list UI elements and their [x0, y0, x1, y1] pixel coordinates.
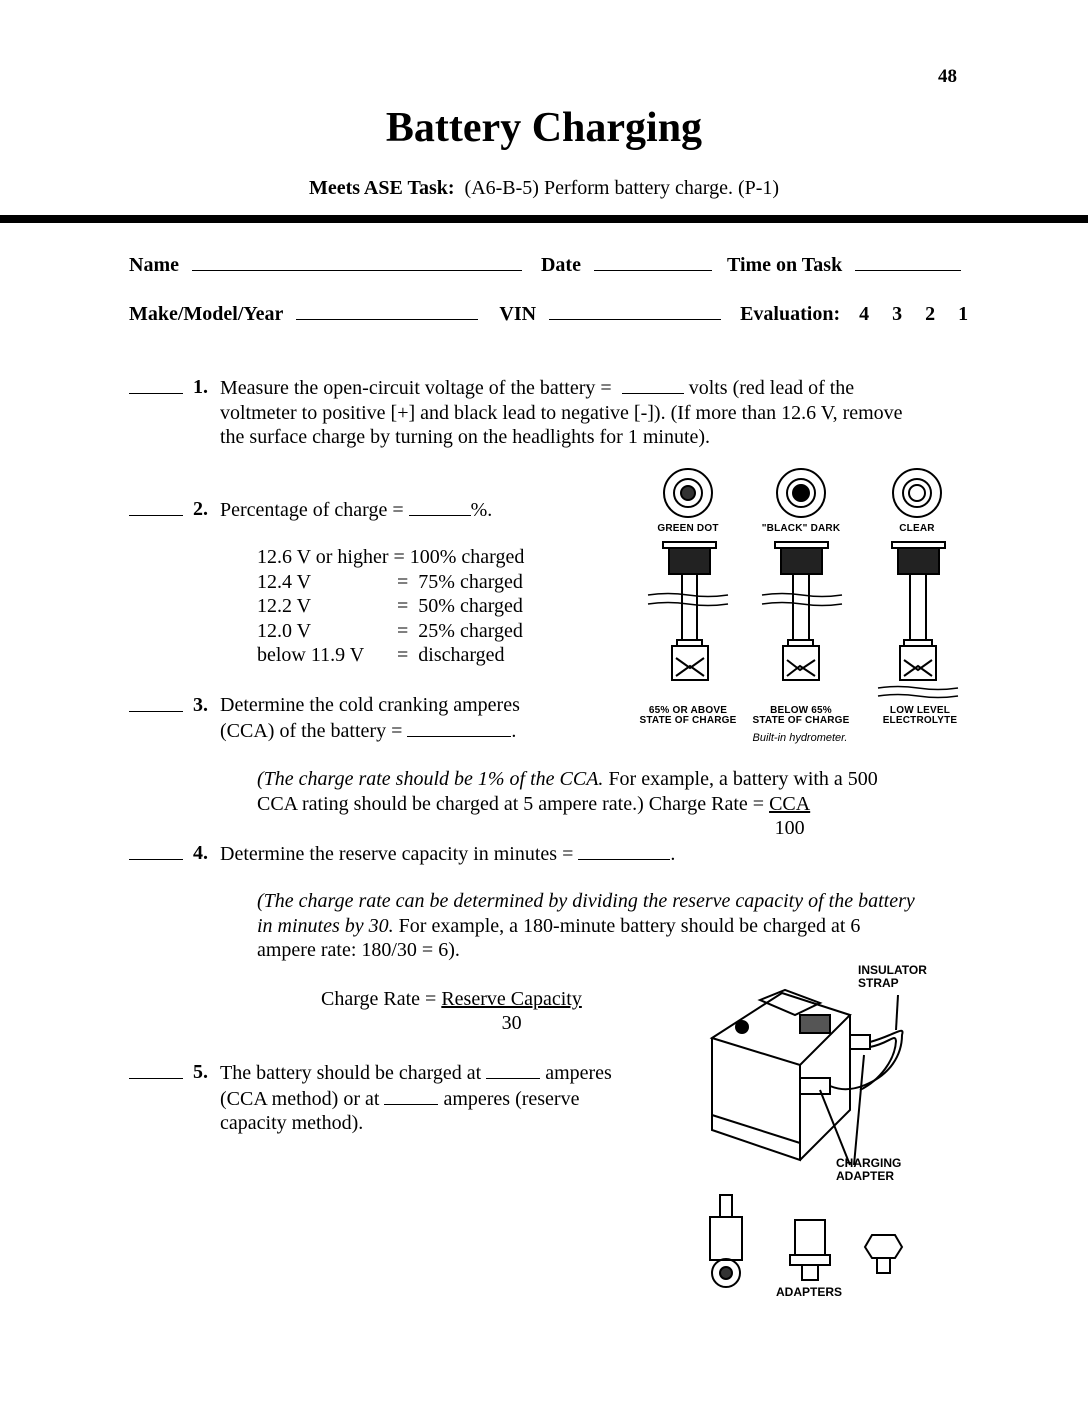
state-green-label — [638, 706, 738, 726]
step-4-text-end: . — [670, 843, 676, 865]
name-label: Name — [129, 254, 179, 276]
voltage-cell: 12.0 V — [257, 619, 312, 642]
vin-field[interactable] — [549, 301, 721, 320]
table-row — [257, 545, 524, 570]
cca-note-line-2: CCA rating should be charged at 5 ampere rate.) Charge Rate = — [257, 792, 770, 815]
cca-formula — [769, 792, 811, 839]
voltage-cell: 12.2 V — [257, 595, 312, 617]
reserve-formula-denominator: 30 — [501, 1012, 522, 1034]
step-3-line-2-end: . — [511, 719, 517, 742]
equals-cell: = — [397, 595, 409, 617]
step-3-number: 3. — [193, 694, 208, 716]
step-5-line-2b: amperes (reserve — [443, 1087, 580, 1110]
voltage-field[interactable] — [622, 375, 684, 394]
ase-task-text: (A6-B-5) Perform battery charge. (P-1) — [464, 177, 780, 199]
step-1-line-3: the surface charge by turning on the headlights for 1 minute). — [220, 426, 711, 448]
reserve-capacity-field[interactable] — [578, 841, 670, 860]
status-cell — [397, 643, 524, 668]
status-text: 75% charged — [413, 570, 523, 593]
cca-note-italic: (The charge rate should be 1% of the CCA. — [257, 768, 604, 790]
step-5-line-2a: (CCA method) or at — [220, 1087, 380, 1110]
step-2-score-field[interactable] — [129, 497, 183, 516]
step-1-line-2: voltmeter to positive [+] and black lead to negative [-]). (If more than 12.6 V, remove — [220, 401, 903, 424]
state-clear-line-2: ELECTROLYTE — [882, 715, 958, 726]
step-3-line-2: (CCA) of the battery = — [220, 719, 403, 742]
status-text: discharged — [413, 644, 505, 666]
step-3-score-field[interactable] — [129, 693, 183, 712]
state-clear-label — [870, 706, 970, 726]
step-5-line-1a: The battery should be charged at — [220, 1062, 482, 1084]
evaluation-label: Evaluation: — [740, 303, 841, 325]
step-5-line-3: capacity method). — [220, 1112, 364, 1134]
make-model-year-label: Make/Model/Year — [129, 303, 284, 325]
status-text: 50% charged — [413, 595, 523, 617]
cca-amperes-field[interactable] — [486, 1060, 540, 1079]
black-dark-label: "BLACK" DARK — [761, 523, 841, 534]
charging-adapter-line-2: ADAPTER — [836, 1169, 895, 1183]
reserve-formula-label: Charge Rate = — [321, 988, 442, 1010]
adapters-label: ADAPTERS — [776, 1285, 843, 1299]
step-2-text-a: Percentage of charge = — [220, 499, 404, 521]
voltage-cell: 12.4 V — [257, 570, 312, 593]
insulator-strap-line-2: STRAP — [858, 976, 899, 990]
cca-note-rest: For example, a battery with a 500 — [603, 768, 878, 790]
reserve-note-italic-2: in minutes by 30. — [257, 914, 394, 937]
green-dot-label: GREEN DOT — [657, 523, 719, 534]
equals-cell: = — [397, 570, 409, 593]
evaluation-score-4[interactable]: 4 — [859, 303, 870, 325]
cca-formula-denominator: 100 — [774, 816, 805, 839]
percentage-field[interactable] — [409, 497, 471, 516]
status-cell — [397, 619, 524, 644]
date-label: Date — [540, 254, 581, 276]
voltage-cell: below 11.9 V — [257, 644, 365, 666]
state-black-line-2: STATE OF CHARGE — [752, 715, 850, 726]
reserve-formula — [321, 987, 582, 1034]
state-black-line-1: BELOW 65% — [770, 705, 832, 716]
header-fields-row-2 — [129, 301, 968, 326]
insulator-strap-line-1: INSULATOR — [858, 963, 927, 977]
reserve-note-italic-1: (The charge rate can be determined by dividing the reserve capacity of the battery — [257, 890, 915, 912]
status-cell: 100% charged — [409, 546, 525, 568]
step-4-text: Determine the reserve capacity in minutes = — [220, 843, 574, 865]
time-on-task-label: Time on Task — [726, 254, 843, 276]
insulator-strap-label — [858, 964, 927, 990]
ase-task-label: Meets ASE Task: — [308, 177, 455, 199]
step-5-score-field[interactable] — [129, 1060, 183, 1079]
clear-label: CLEAR — [899, 523, 935, 534]
ase-task-line — [0, 177, 1088, 200]
header-fields-row-1 — [129, 252, 961, 277]
vin-label: VIN — [499, 303, 537, 325]
cca-formula-numerator: CCA — [769, 792, 811, 815]
step-2-text-b: %. — [470, 499, 493, 521]
table-row — [257, 594, 524, 619]
state-green-line-1: 65% OR ABOVE — [648, 705, 728, 716]
step-4-score-field[interactable] — [129, 841, 183, 860]
status-cell — [397, 594, 524, 619]
step-3-line-1: Determine the cold cranking amperes — [220, 694, 520, 716]
evaluation-score-2[interactable]: 2 — [925, 303, 936, 325]
evaluation-score-1[interactable]: 1 — [958, 303, 969, 325]
reserve-formula-numerator: Reserve Capacity — [441, 988, 582, 1010]
step-2-number: 2. — [193, 498, 208, 520]
name-field[interactable] — [192, 252, 522, 271]
reserve-note-line-3: ampere rate: 180/30 = 6). — [257, 939, 460, 961]
header-divider — [0, 215, 1088, 223]
evaluation-score-3[interactable]: 3 — [892, 303, 903, 325]
reserve-charge-rate-note — [257, 889, 915, 963]
hydrometer-figure — [620, 460, 980, 750]
charging-adapter-label — [836, 1157, 901, 1183]
step-1-score-field[interactable] — [129, 375, 183, 394]
equals-cell: = — [397, 644, 409, 666]
equals-cell: = — [397, 619, 409, 642]
hydrometer-caption: Built-in hydrometer. — [752, 732, 848, 744]
state-green-line-2: STATE OF CHARGE — [639, 715, 737, 726]
reserve-note-rest: For example, a 180-minute battery should be charged at 6 — [393, 914, 861, 937]
cca-charge-rate-note — [257, 767, 878, 839]
state-black-label — [751, 706, 851, 726]
page-title: Battery Charging — [385, 105, 703, 151]
step-5-line-1b: amperes — [545, 1062, 612, 1084]
step-1-text-a: Measure the open-circuit voltage of the battery = — [220, 377, 612, 399]
voltage-cell: 12.6 V or higher — [257, 546, 389, 568]
cca-field[interactable] — [407, 718, 511, 737]
battery-charging-illustration — [690, 955, 950, 1305]
reserve-amperes-field[interactable] — [384, 1086, 438, 1105]
table-row — [257, 570, 524, 595]
table-row — [257, 619, 524, 644]
status-text: 25% charged — [413, 619, 523, 642]
make-model-year-field[interactable] — [296, 301, 478, 320]
equals-cell: = — [393, 546, 405, 568]
table-row — [257, 643, 524, 668]
state-clear-line-1: LOW LEVEL — [889, 705, 951, 716]
step-4-number: 4. — [193, 842, 208, 864]
step-1-text-b: volts (red lead of the — [688, 377, 855, 399]
time-on-task-field[interactable] — [855, 252, 961, 271]
charging-adapter-figure — [690, 955, 950, 1305]
status-cell — [397, 570, 524, 595]
charge-state-table — [257, 545, 524, 668]
charging-adapter-line-1: CHARGING — [836, 1156, 902, 1170]
step-5-number: 5. — [193, 1061, 208, 1083]
page-number: 48 — [938, 66, 957, 87]
date-field[interactable] — [594, 252, 712, 271]
step-1-number: 1. — [193, 376, 208, 398]
